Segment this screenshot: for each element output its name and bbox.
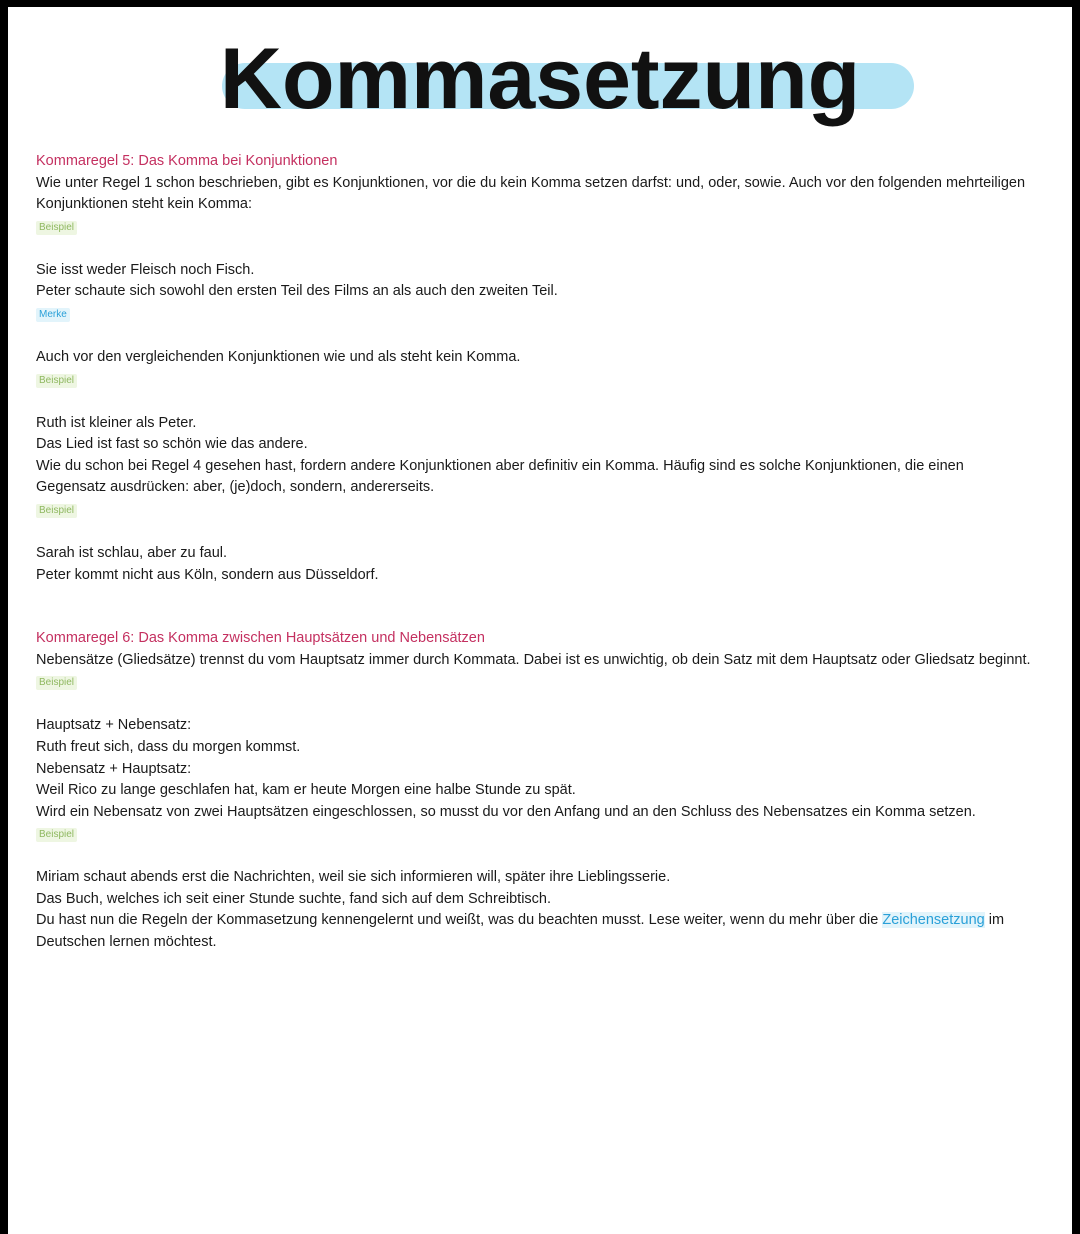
- rule-6-heading: Kommaregel 6: Das Komma zwischen Hauptsätzen und Nebensätzen: [36, 630, 485, 647]
- title-block: [8, 29, 1072, 139]
- example-sentence: Ruth freut sich, dass du morgen kommst.: [36, 738, 301, 755]
- example-sentence: Weil Rico zu lange geschlafen hat, kam er heute Morgen eine halbe Stunde zu spät.: [36, 782, 576, 799]
- example-tag: Beispiel: [36, 374, 77, 388]
- example-tag: Beispiel: [36, 828, 77, 842]
- example-sentence: Ruth ist kleiner als Peter.: [36, 414, 197, 431]
- note-text: Auch vor den vergleichenden Konjunktionen wie und als steht kein Komma.: [36, 348, 521, 365]
- rule-6-intro: Nebensätze (Gliedsätze) trennst du vom Hauptsatz immer durch Kommata. Dabei ist es unwichtig, ob dein Satz mit dem Hauptsatz oder Gliedsatz beginnt.: [36, 651, 1031, 668]
- document-body: [36, 151, 1036, 954]
- example-label: Hauptsatz + Nebensatz:: [36, 717, 192, 734]
- example-sentence: Peter kommt nicht aus Köln, sondern aus Düsseldorf.: [36, 566, 379, 583]
- rule-5-intro: Wie unter Regel 1 schon beschrieben, gibt es Konjunktionen, vor die du kein Komma setzen darfst: und, oder, sowie. Auch vor den folgenden mehrteiligen Konjunktionen steht kein Komma:: [36, 174, 1026, 213]
- example-tag: Beispiel: [36, 504, 77, 518]
- closing-text-end: im Deutschen lernen möchtest.: [36, 912, 1005, 951]
- example-tag: Beispiel: [36, 221, 77, 235]
- example-sentence: Miriam schaut abends erst die Nachrichten, weil sie sich informieren will, später ihre Lieblingsserie.: [36, 869, 671, 886]
- example-sentence: Peter schaute sich sowohl den ersten Teil des Films an als auch den zweiten Teil.: [36, 283, 558, 300]
- rule-5-heading: Kommaregel 5: Das Komma bei Konjunktionen: [36, 153, 338, 169]
- closing-text-start: Du hast nun die Regeln der Kommasetzung kennengelernt und weißt, was du beachten musst. Lese weiter, wenn du mehr über die: [36, 912, 883, 929]
- closing-paragraph: [36, 910, 1036, 953]
- document-page: [8, 7, 1072, 1234]
- example-sentence: Sie isst weder Fleisch noch Fisch.: [36, 261, 255, 278]
- enclosed-paragraph: Wird ein Nebensatz von zwei Hauptsätzen eingeschlossen, so musst du vor den Anfang und an den Schluss des Nebensatzes ein Komma setzen.: [36, 803, 976, 820]
- contrast-paragraph: Wie du schon bei Regel 4 gesehen hast, fordern andere Konjunktionen aber definitiv ein Komma. Häufig sind es solche Konjunktionen, die einen Gegensatz ausdrücken: aber, (je)doch, sondern, andererseits.: [36, 457, 964, 496]
- example-sentence: Das Buch, welches ich seit einer Stunde suchte, fand sich auf dem Schreibtisch.: [36, 890, 552, 907]
- page-title: Kommasetzung: [219, 31, 861, 127]
- example-sentence: Sarah ist schlau, aber zu faul.: [36, 544, 228, 561]
- example-tag: Beispiel: [36, 676, 77, 690]
- zeichensetzung-link[interactable]: Zeichensetzung: [882, 912, 985, 929]
- example-sentence: Das Lied ist fast so schön wie das andere.: [36, 436, 308, 453]
- note-tag: Merke: [36, 308, 70, 322]
- example-label: Nebensatz + Hauptsatz:: [36, 760, 192, 777]
